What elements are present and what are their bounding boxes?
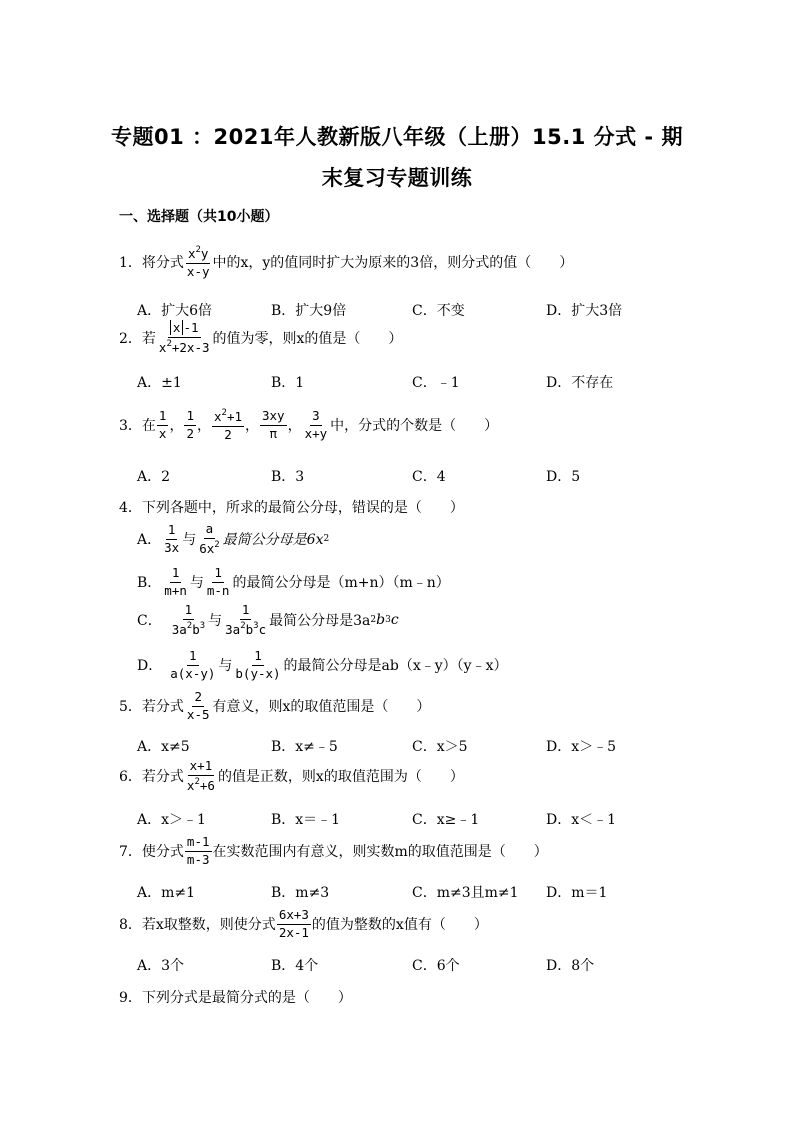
question-3: 3．在 $\frac{1}{x}$ ， $\frac{1}{2}$ ， $\frac{x^2+1}{2}$ ， $\frac{3xy}{\pi}$ ， $\frac{3}{x+y}$ 中，分式的个数是（ ） [119, 408, 499, 442]
q5-option-a: A．x≠5 [137, 739, 190, 755]
q8-option-a: A．3个 [137, 958, 185, 974]
question-7: 7．使分式 $\frac{m-1}{m-3}$ 在实数范围内有意义，则实数m的取值范围是（ ） [119, 834, 548, 867]
q4-option-c: C． $\frac{1}{3a^2b^3}$ 与 $\frac{1}{3a^2b^3c}$ 最简公分母是3a 2 b 3 c [137, 602, 399, 637]
q2-option-d: D．不存在 [546, 375, 614, 391]
q3-option-c: C．4 [412, 469, 446, 485]
question-1-fraction: $\frac{x^2y}{x-y}$ [186, 245, 210, 279]
q8-option-c: C．6个 [412, 958, 460, 974]
section-heading: 一、选择题（共10小题） [119, 209, 279, 225]
q1-option-c: C．不变 [412, 303, 465, 319]
q8-option-b: B．4个 [271, 958, 319, 974]
q3-fraction-4: $\frac{3xy}{\pi}$ [262, 408, 285, 441]
q3-fraction-3: $\frac{x^2+1}{2}$ [213, 408, 242, 442]
q1-option-b: B．扩大9倍 [271, 303, 347, 319]
q3-option-b: B．3 [271, 469, 305, 485]
question-5: 5．若分式 $\frac{2}{x-5}$ 有意义，则x的取值范围是（ ） [119, 689, 431, 722]
q5-option-b: B．x≠﹣5 [271, 739, 338, 755]
q3-fraction-2: $\frac{1}{2}$ [186, 408, 194, 441]
question-8: 8．若x取整数，则使分式 $\frac{6x+3}{2x-1}$ 的值为整数的x值有（ ） [119, 907, 488, 940]
question-4: 4．下列各题中，所求的最简公分母，错误的是（ ） [119, 500, 464, 516]
q1-option-a: A．扩大6倍 [137, 303, 213, 319]
q7-option-c: C．m≠3且m≠1 [412, 885, 519, 901]
q6-option-a: A．x＞﹣1 [137, 812, 206, 828]
q3-fraction-5: $\frac{3}{x+y}$ [304, 408, 328, 441]
q4-option-b: B． $\frac{1}{m+n}$ 与 $\frac{1}{m-n}$ 的最简公分母是（m+n）（m﹣n） [137, 565, 450, 598]
question-2: 2．若 $\frac{x -1}{x^2+2x-3}$ 的值为零，则x的值是（ ） [119, 320, 403, 355]
question-1 [119, 246, 573, 278]
q5-option-c: C．x＞5 [412, 739, 468, 755]
q2-option-a: A．±1 [137, 375, 182, 391]
q3-fraction-1: $\frac{1}{x}$ [158, 408, 167, 441]
q1-option-d: D．扩大3倍 [546, 303, 623, 319]
q4-option-d: D． $\frac{1}{a(x-y)}$ 与 $\frac{1}{b(y-x)}$ 的最简公分母是ab（x﹣y）（y﹣x） [137, 648, 508, 681]
q5-option-d: D．x＞﹣5 [546, 739, 617, 755]
q7-option-b: B．m≠3 [271, 885, 330, 901]
q3-option-a: A．2 [137, 469, 171, 485]
q8-option-d: D．8个 [546, 958, 595, 974]
q2-option-b: B．1 [271, 375, 305, 391]
q2-option-c: C．﹣1 [412, 375, 460, 391]
question-1-suffix: 中的x，y的值同时扩大为原来的3倍，则分式的值（ ） [212, 255, 574, 271]
question-1-prefix: 1．将分式 [119, 255, 184, 271]
q6-option-c: C．x≥﹣1 [412, 812, 480, 828]
q4-option-a: A． $\frac{1}{3x}$ 与 $\frac{a}{6x^2}$ 最简公分母是6x 2 [137, 521, 330, 556]
q6-option-d: D．x＜﹣1 [546, 812, 617, 828]
q3-option-d: D．5 [546, 469, 581, 485]
page-title-line1: 专题01 ：2021年人教新版八年级（上册）15.1 分式 - 期 [111, 125, 683, 149]
question-2-fraction: $\frac{x -1}{x^2+2x-3}$ [158, 320, 210, 355]
q7-option-a: A．m≠1 [137, 885, 196, 901]
q6-option-b: B．x＝﹣1 [271, 812, 341, 828]
q7-option-d: D．m＝1 [546, 885, 608, 901]
page-title-line2: 末复习专题训练 [321, 166, 473, 190]
question-6: 6．若分式 $\frac{x+1}{x^2+6}$ 的值是正数，则x的取值范围为（ ） [119, 758, 464, 793]
question-9: 9．下列分式是最简分式的是（ ） [119, 990, 352, 1006]
